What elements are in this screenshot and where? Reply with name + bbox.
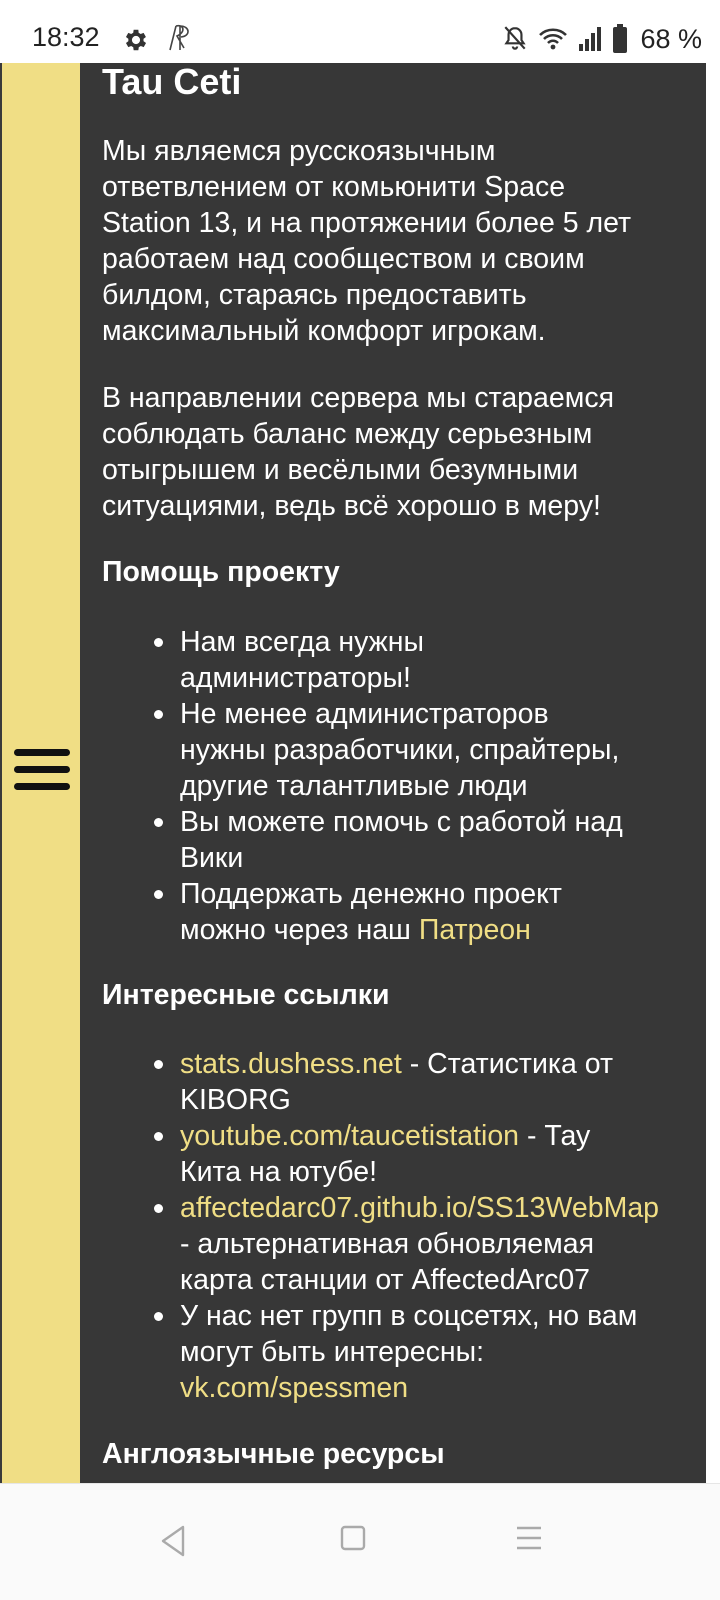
intro-line: Мы являемся русскоязычным <box>102 135 496 167</box>
list-item: Не менее администраторов нужны разработчики, спрайтеры, другие талантливые люди <box>180 696 700 804</box>
list-item: У нас нет групп в соцсетях, но вам могут быть интересны: vk.com/spessmen <box>180 1298 700 1406</box>
help-list <box>180 624 700 948</box>
list-item: Нам всегда нужны администраторы! <box>180 624 700 696</box>
intro-line: ответвлением от комьюнити Space <box>102 171 566 203</box>
status-time: 18:32 <box>32 22 100 52</box>
status-right-group <box>502 22 702 56</box>
intro-line: максимальный комфорт игрокам. <box>102 315 546 347</box>
list-item: affectedarc07.github.io/SS13WebMap - альтернативная обновляемая карта станции от AffectedArc07 <box>180 1190 700 1298</box>
direction-line: отыгрышем и весёлыми безумными <box>102 454 579 486</box>
direction-line: ситуациями, ведь всё хорошо в меру! <box>102 490 601 522</box>
vk-link[interactable]: vk.com/spessmen <box>180 1372 409 1404</box>
battery-percent: 68 % <box>640 23 702 54</box>
back-triangle-icon[interactable] <box>158 1524 188 1558</box>
intro-line: работаем над сообществом и своим <box>102 243 585 275</box>
signal-icon <box>578 26 602 52</box>
hamburger-menu-icon[interactable] <box>14 749 70 793</box>
direction-line: В направлении сервера мы стараемся <box>102 382 615 414</box>
recents-lines-icon[interactable] <box>515 1524 543 1552</box>
list-item: Поддержать денежно проект можно через наш Патреон <box>180 876 700 948</box>
status-bar <box>0 0 720 63</box>
list-item: stats.dushess.net - Статистика от KIBORG <box>180 1046 700 1118</box>
youtube-link[interactable]: youtube.com/taucetistation <box>180 1120 520 1152</box>
rp-app-icon <box>164 22 196 54</box>
stats-link[interactable]: stats.dushess.net <box>180 1048 402 1080</box>
list-item: youtube.com/taucetistation - Тау Кита на ютубе! <box>180 1118 700 1190</box>
intro-line: билдом, стараясь предоставить <box>102 279 527 311</box>
english-resources-heading: Англоязычные ресурсы <box>102 1438 445 1470</box>
links-heading: Интересные ссылки <box>102 979 390 1011</box>
links-list <box>180 1046 700 1406</box>
navigation-bar <box>0 1483 720 1600</box>
page-title: Tau Ceti <box>102 63 242 102</box>
intro-paragraph <box>102 133 692 349</box>
wifi-icon <box>538 26 568 52</box>
list-item: Вы можете помочь с работой над Вики <box>180 804 700 876</box>
intro-line: Station 13, и на протяжении более 5 лет <box>102 207 632 239</box>
battery-icon <box>612 24 628 54</box>
home-square-icon[interactable] <box>340 1524 366 1552</box>
do-not-disturb-icon <box>502 25 528 53</box>
patreon-link[interactable]: Патреон <box>418 914 531 946</box>
direction-line: соблюдать баланс между серьезным <box>102 418 593 450</box>
main-content <box>80 63 706 1483</box>
direction-paragraph <box>102 380 692 524</box>
webmap-link[interactable]: affectedarc07.github.io/SS13WebMap <box>180 1192 660 1224</box>
sidebar <box>0 63 80 1483</box>
web-page <box>0 63 706 1483</box>
gear-icon <box>122 26 150 54</box>
help-heading: Помощь проекту <box>102 556 340 588</box>
